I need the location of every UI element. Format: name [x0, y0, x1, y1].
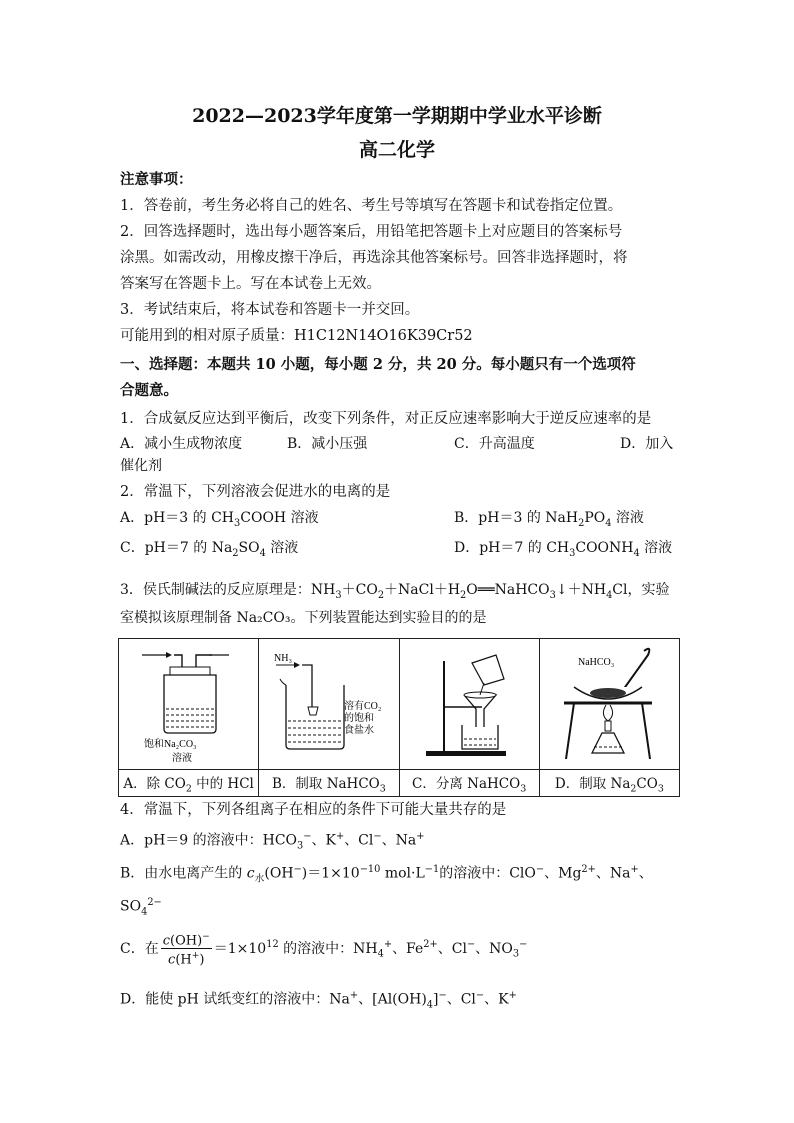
section1-heading: 一、选择题：本题共 10 小题，每小题 2 分，共 20 分。每小题只有一个选项符: [120, 356, 636, 373]
label-nahco3: NaHCO₃: [578, 657, 615, 668]
label-brine: 食盐水: [343, 725, 374, 736]
apparatus-d-figure: [539, 639, 679, 770]
q2-stem: 2．常温下，下列溶液会促进水的电离的是: [120, 484, 391, 500]
exam-title: 2022—2023学年度第一学期期中学业水平诊断: [192, 105, 602, 127]
option-b-caption: B．制取 NaHCO$_3$: [259, 770, 399, 797]
q1-option-a: A．减小生成物浓度: [120, 436, 243, 452]
apparatus-table: [118, 638, 680, 797]
q4-option-b-cont: $SO_4^{2-}$: [120, 897, 162, 918]
q1-option-d-cont: 催化剂: [120, 458, 162, 474]
subject-title: 高二化学: [358, 139, 435, 161]
q3-stem: 3．侯氏制碱法的反应原理是：$NH_3+CO_2+NaCl+H_2O══NaHCO_3↓+NH_4Cl$，实验: [120, 582, 670, 601]
beaker-funnel-icon: [264, 641, 394, 767]
label-saturated: 的饱和: [343, 713, 374, 724]
q1-option-d: D．加入: [620, 436, 674, 452]
q4-option-b: B．由水电离产生的 $c_水(OH^-)=1\times 10^{-10}$ $mol\cdot L^{-1}$的溶液中：ClO−、$Mg^{2+}$、Na+、: [120, 864, 653, 885]
evaporating-dish-burner-icon: [544, 641, 674, 767]
notes-heading: 注意事项：: [120, 171, 193, 188]
apparatus-b-figure: [259, 639, 399, 770]
q4-stem: 4．常温下，下列各组离子在相应的条件下可能大量共存的是: [120, 802, 507, 818]
apparatus-c-figure: [399, 639, 539, 770]
q1-option-b: B．减小压强: [287, 436, 368, 452]
label-co2-dissolved: 溶有CO₂: [343, 701, 382, 712]
label-saturated-na2co3: 饱和Na₂CO₃: [143, 739, 197, 750]
note-3: 3．考试结束后，将本试卷和答题卡一并交回。: [120, 302, 420, 318]
q1-option-c: C．升高温度: [454, 436, 535, 452]
q4-option-d: D．能使 pH 试纸变红的溶液中：Na+、$[Al(OH)_4]^-$、Cl−、K+: [120, 990, 517, 1011]
option-d-caption: D．制取 $Na_2CO_3$: [539, 770, 679, 797]
section1-heading-cont: 合题意。: [120, 382, 178, 399]
filtration-setup-icon: [404, 641, 534, 767]
q2-option-c: C．pH＝7 的 $Na_2SO_4$ 溶液: [120, 540, 299, 559]
concentration-ratio: $\frac{c(OH)^-}{c(H^+)}$: [162, 932, 210, 968]
option-a-caption: A．除 $CO_2$ 中的 HCl: [119, 770, 259, 797]
option-c-caption: C．分离 NaHCO$_3$: [399, 770, 539, 797]
atomic-masses: 可能用到的相对原子质量：H1C12N14O16K39Cr52: [120, 328, 473, 344]
apparatus-a-figure: [119, 639, 259, 770]
note-1: 1．答卷前，考生务必将自己的姓名、考生号等填写在答题卡和试卷指定位置。: [120, 198, 623, 214]
q4-option-a: A．pH＝9 的溶液中：$HCO_3^-$、K+、Cl−、Na+: [120, 831, 425, 852]
note-2-end: 答案写在答题卡上。写在本试卷上无效。: [120, 276, 381, 292]
label-nh3: NH₃: [273, 653, 292, 664]
q2-option-b: B．pH＝3 的 $NaH_2PO_4$ 溶液: [454, 510, 644, 529]
note-2: 2．回答选择题时，选出每小题答案后，用铅笔把答题卡上对应题目的答案标号: [120, 224, 623, 240]
gas-washing-bottle-icon: [124, 641, 254, 767]
q1-stem: 1．合成氨反应达到平衡后，改变下列条件，对正反应速率影响大于逆反应速率的是: [120, 411, 652, 427]
q3-stem-cont: 室模拟该原理制备 Na₂CO₃。下列装置能达到实验目的的是: [120, 610, 487, 626]
label-solution: 溶液: [171, 753, 192, 764]
q2-option-d: D．pH＝7 的 $CH_3COONH_4$ 溶液: [454, 540, 673, 559]
q4-option-c: C．在 $\frac{c(OH)^-}{c(H^+)}$ $=1\times 10^{12}$ 的溶液中：$NH_4^+$、$Fe^{2+}$、Cl−、$NO_3^-$: [120, 932, 528, 968]
note-2-cont: 涂黑。如需改动，用橡皮擦干净后，再选涂其他答案标号。回答非选择题时，将: [120, 250, 628, 266]
q2-option-a: A．pH＝3 的 $CH_3COOH$ 溶液: [120, 510, 319, 529]
